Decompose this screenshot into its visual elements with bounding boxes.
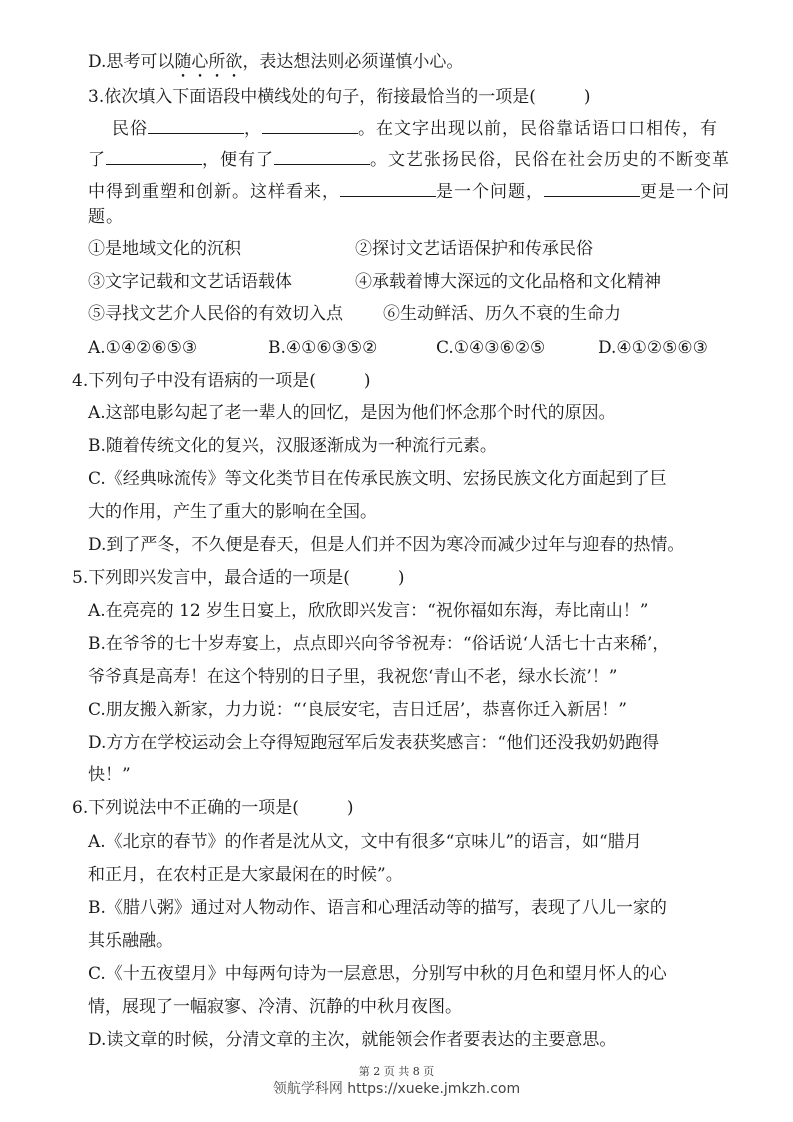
q6-option-a[interactable]: A.《北京的春节》的作者是沈从文，文中有很多“京味儿”的语言，如“腊月 <box>88 832 642 852</box>
q3-option-c[interactable]: C.①④③⑥②⑤ <box>436 338 546 358</box>
fill-blank[interactable] <box>340 180 436 197</box>
q5-option-d-cont: 快！” <box>88 765 131 785</box>
q4-option-a[interactable]: A.这部电影勾起了老一辈人的回忆，是因为他们怀念那个时代的原因。 <box>88 403 616 423</box>
fill-blank[interactable] <box>274 148 370 165</box>
q6-option-b-cont: 其乐融融。 <box>88 931 173 951</box>
q3-item-row-1: ①是地域文化的沉积 <box>88 239 241 259</box>
q6-option-c[interactable]: C.《十五夜望月》中每两句诗为一层意思，分别写中秋的月色和望月怀人的心 <box>88 964 667 984</box>
q3-item-4: ④承载着博大深远的文化品格和文化精神 <box>355 272 661 292</box>
page-number: 第 2 页 共 8 页 <box>358 1065 435 1078</box>
q3-passage-line-4: 题。 <box>88 207 124 227</box>
q5-option-c[interactable]: C.朋友搬入新家，力力说：“‘良辰安宅，吉日迁居’，恭喜你迁入新居！” <box>88 700 627 720</box>
q3-item-6: ⑥生动鲜活、历久不衰的生命力 <box>383 304 621 324</box>
q5-option-d[interactable]: D.方方在学校运动会上夺得短跑冠军后发表获奖感言：“他们还没我奶奶跑得 <box>88 733 660 753</box>
dotted-word: 随心所欲 <box>174 52 243 72</box>
q3-item-5: ⑤寻找文艺介人民俗的有效切入点 <box>88 304 343 324</box>
q3-stem: 3.依次填入下面语段中横线处的句子，衔接最恰当的一项是( ) <box>88 87 591 107</box>
q3-passage-line-1: 民俗 ， 。在文字出现以前，民俗靠话语口口相传，有 <box>112 119 718 139</box>
watermark: 领航学科网 https://xueke.jmkzh.com <box>272 1081 521 1097</box>
q6-option-b[interactable]: B.《腊八粥》通过对人物动作、语言和心理活动等的描写，表现了八儿一家的 <box>88 898 667 918</box>
q3-passage-line-2: 了 ，便有了 。文艺张扬民俗，民俗在社会历史的不断变革 <box>88 150 730 170</box>
q3-option-a[interactable]: A.①④②⑥⑤③ <box>88 338 198 358</box>
q3-item-3: ③文字记载和文艺话语载体 <box>88 272 292 292</box>
fill-blank[interactable] <box>544 180 640 197</box>
q3-option-d[interactable]: D.④①②⑤⑥③ <box>598 338 708 358</box>
q6-option-a-cont: 和正月，在农村正是大家最闲在的时候”。 <box>88 865 403 885</box>
q4-option-d[interactable]: D.到了严冬，不久便是春天，但是人们并不因为寒冷而减少过年与迎春的热情。 <box>88 535 685 555</box>
q6-option-c-cont: 情，展现了一幅寂寥、冷清、沉静的中秋月夜图。 <box>88 997 462 1017</box>
q5-stem: 5.下列即兴发言中，最合适的一项是( ) <box>72 568 405 588</box>
q4-stem: 4.下列句子中没有语病的一项是( ) <box>72 371 371 391</box>
q5-option-b-cont: 爷爷真是高寿！在这个特别的日子里，我祝您‘青山不老，绿水长流’！” <box>88 667 618 687</box>
q6-stem: 6.下列说法中不正确的一项是( ) <box>72 798 354 818</box>
q4-option-c-cont: 大的作用，产生了重大的影响在全国。 <box>88 502 377 522</box>
q3-option-b[interactable]: B.④①⑥③⑤② <box>268 338 378 358</box>
q3-passage-line-3: 中得到重塑和创新。这样看来， 是一个问题， 更是一个问 <box>88 182 730 202</box>
fill-blank[interactable] <box>148 117 244 134</box>
q3-item-2: ②探讨文艺话语保护和传承民俗 <box>355 239 593 259</box>
q4-option-b[interactable]: B.随着传统文化的复兴，汉服逐渐成为一种流行元素。 <box>88 436 497 456</box>
q6-option-d[interactable]: D.读文章的时候，分清文章的主次，就能领会作者要表达的主要意思。 <box>88 1030 617 1050</box>
q5-option-b[interactable]: B.在爷爷的七十岁寿宴上，点点即兴向爷爷祝寿：“俗话说‘人活七十古来稀’， <box>88 634 670 654</box>
q4-option-c[interactable]: C.《经典咏流传》等文化类节目在传承民族文明、宏扬民族文化方面起到了巨 <box>88 469 667 489</box>
fill-blank[interactable] <box>262 117 358 134</box>
fill-blank[interactable] <box>106 148 202 165</box>
q5-option-a[interactable]: A.在亮亮的 12 岁生日宴上，欣欣即兴发言：“祝你福如东海，寿比南山！” <box>88 601 649 621</box>
prev-option-d: D.思考可以随心所欲，表达想法则必须谨慎小心。 <box>88 52 464 72</box>
